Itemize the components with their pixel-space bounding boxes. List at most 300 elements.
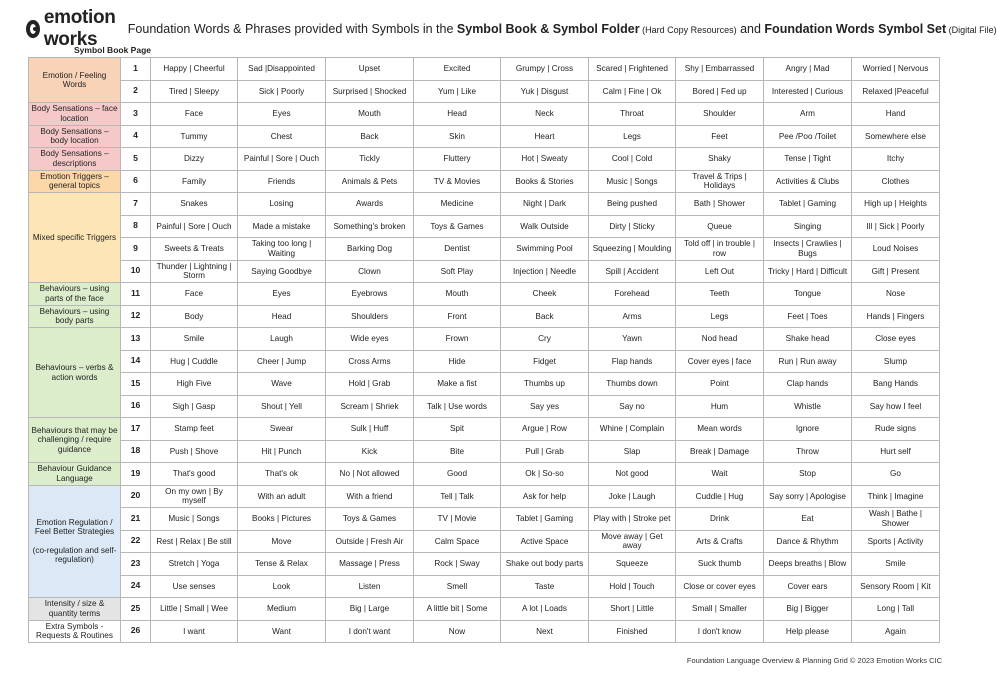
- word-cell: Wash | Bathe | Shower: [852, 508, 940, 531]
- word-cell: Stretch | Yoga: [151, 553, 238, 576]
- category-label: Emotion / Feeling Words: [29, 58, 121, 103]
- table-row: [29, 170, 940, 193]
- page-number: 18: [121, 440, 151, 463]
- word-cell: Hide: [414, 350, 501, 373]
- table-row: [29, 260, 940, 283]
- gear-logo-icon: [26, 20, 40, 38]
- word-cell: Excited: [414, 58, 501, 81]
- word-cell: Thumbs down: [589, 373, 676, 396]
- word-cell: Losing: [238, 193, 326, 216]
- word-cell: Forehead: [589, 283, 676, 306]
- word-cell: Move away | Get away: [589, 530, 676, 553]
- title-part: Foundation Words Symbol Set: [764, 22, 947, 36]
- page-number: 11: [121, 283, 151, 306]
- word-cell: Sick | Poorly: [238, 80, 326, 103]
- page-number: 4: [121, 125, 151, 148]
- word-cell: Tongue: [764, 283, 852, 306]
- table-row: [29, 598, 940, 621]
- table-row: [29, 193, 940, 216]
- word-cell: Interested | Curious: [764, 80, 852, 103]
- table-row: [29, 395, 940, 418]
- word-cell: Nod head: [676, 328, 764, 351]
- table-row: [29, 125, 940, 148]
- page-number: 13: [121, 328, 151, 351]
- word-cell: Close eyes: [852, 328, 940, 351]
- word-cell: Stop: [764, 463, 852, 486]
- word-cell: Listen: [326, 575, 414, 598]
- page-number: 25: [121, 598, 151, 621]
- word-cell: Activities & Clubs: [764, 170, 852, 193]
- word-cell: Move: [238, 530, 326, 553]
- category-label: Mixed specific Triggers: [29, 193, 121, 283]
- word-cell: Cuddle | Hug: [676, 485, 764, 508]
- table-row: [29, 620, 940, 643]
- word-cell: Say sorry | Apologise: [764, 485, 852, 508]
- page-number: 15: [121, 373, 151, 396]
- word-cell: Throw: [764, 440, 852, 463]
- page-number: 3: [121, 103, 151, 126]
- table-row: [29, 440, 940, 463]
- word-cell: Insects | Crawlies | Bugs: [764, 238, 852, 261]
- table-row: [29, 530, 940, 553]
- word-cell: Wave: [238, 373, 326, 396]
- page-number: 12: [121, 305, 151, 328]
- word-cell: Gift | Present: [852, 260, 940, 283]
- word-cell: Kick: [326, 440, 414, 463]
- page-number: 8: [121, 215, 151, 238]
- title-part: (Hard Copy Resources): [639, 25, 737, 35]
- page-number: 19: [121, 463, 151, 486]
- word-cell: Queue: [676, 215, 764, 238]
- word-cell: Think | Imagine: [852, 485, 940, 508]
- word-cell: Scream | Shriek: [326, 395, 414, 418]
- word-cell: Rest | Relax | Be still: [151, 530, 238, 553]
- word-cell: Little | Small | Wee: [151, 598, 238, 621]
- word-cell: Dance & Rhythm: [764, 530, 852, 553]
- word-cell: TV & Movies: [414, 170, 501, 193]
- word-cell: Want: [238, 620, 326, 643]
- word-cell: Toys & Games: [326, 508, 414, 531]
- word-cell: Night | Dark: [501, 193, 589, 216]
- word-cell: Yum | Like: [414, 80, 501, 103]
- word-cell: Skin: [414, 125, 501, 148]
- table-row: [29, 373, 940, 396]
- word-cell: Say how I feel: [852, 395, 940, 418]
- word-cell: Legs: [676, 305, 764, 328]
- word-cell: Feet: [676, 125, 764, 148]
- category-label: Behaviour Guidance Language: [29, 463, 121, 486]
- word-cell: Dentist: [414, 238, 501, 261]
- word-cell: Smile: [151, 328, 238, 351]
- page-number: 17: [121, 418, 151, 441]
- word-cell: Smile: [852, 553, 940, 576]
- word-cell: Go: [852, 463, 940, 486]
- word-cell: Eyes: [238, 283, 326, 306]
- logo-text: emotion works: [43, 7, 116, 50]
- word-cell: Eat: [764, 508, 852, 531]
- word-cell: Walk Outside: [501, 215, 589, 238]
- word-cell: Point: [676, 373, 764, 396]
- word-cell: Good: [414, 463, 501, 486]
- word-cell: Hurt self: [852, 440, 940, 463]
- word-cell: Finished: [589, 620, 676, 643]
- word-cell: Thunder | Lightning | Storm: [151, 260, 238, 283]
- word-cell: Cover ears: [764, 575, 852, 598]
- word-cell: Stamp feet: [151, 418, 238, 441]
- word-cell: Fluttery: [414, 148, 501, 171]
- word-cell: Tickly: [326, 148, 414, 171]
- word-cell: Worried | Nervous: [852, 58, 940, 81]
- word-cell: Eyes: [238, 103, 326, 126]
- word-cell: Sad |Disappointed: [238, 58, 326, 81]
- word-cell: Front: [414, 305, 501, 328]
- word-cell: Shoulder: [676, 103, 764, 126]
- word-cell: Arts & Crafts: [676, 530, 764, 553]
- word-cell: Legs: [589, 125, 676, 148]
- word-cell: Animals & Pets: [326, 170, 414, 193]
- word-cell: Mean words: [676, 418, 764, 441]
- word-cell: Now: [414, 620, 501, 643]
- page-number: 22: [121, 530, 151, 553]
- word-cell: Deeps breaths | Blow: [764, 553, 852, 576]
- word-cell: Travel & Trips | Holidays: [676, 170, 764, 193]
- category-label: Behaviours that may be challenging / require guidance: [29, 418, 121, 463]
- word-cell: Look: [238, 575, 326, 598]
- word-cell: Active Space: [501, 530, 589, 553]
- word-cell: Grumpy | Cross: [501, 58, 589, 81]
- word-cell: Face: [151, 283, 238, 306]
- word-cell: Chest: [238, 125, 326, 148]
- word-cell: Long | Tall: [852, 598, 940, 621]
- word-cell: Wait: [676, 463, 764, 486]
- word-cell: Mouth: [326, 103, 414, 126]
- page-number: 2: [121, 80, 151, 103]
- word-cell: Medium: [238, 598, 326, 621]
- page-number: 5: [121, 148, 151, 171]
- word-cell: Bite: [414, 440, 501, 463]
- word-cell: Laugh: [238, 328, 326, 351]
- word-cell: Arms: [589, 305, 676, 328]
- table-row: [29, 463, 940, 486]
- word-cell: I don't want: [326, 620, 414, 643]
- word-cell: Music | Songs: [151, 508, 238, 531]
- word-cell: Shy | Embarrassed: [676, 58, 764, 81]
- word-cell: Loud Noises: [852, 238, 940, 261]
- page-number: 23: [121, 553, 151, 576]
- word-cell: Push | Shove: [151, 440, 238, 463]
- word-cell: Cool | Cold: [589, 148, 676, 171]
- word-cell: Make a fist: [414, 373, 501, 396]
- page-number: 20: [121, 485, 151, 508]
- word-cell: Somewhere else: [852, 125, 940, 148]
- word-cell: Use senses: [151, 575, 238, 598]
- word-cell: With a friend: [326, 485, 414, 508]
- word-cell: Ok | So-so: [501, 463, 589, 486]
- word-cell: Hug | Cuddle: [151, 350, 238, 373]
- category-label: Body Sensations – face location: [29, 103, 121, 126]
- word-cell: Cross Arms: [326, 350, 414, 373]
- word-cell: Body: [151, 305, 238, 328]
- word-cell: Back: [326, 125, 414, 148]
- word-cell: Soft Play: [414, 260, 501, 283]
- word-cell: Yuk | Disgust: [501, 80, 589, 103]
- word-cell: Books | Pictures: [238, 508, 326, 531]
- word-cell: Made a mistake: [238, 215, 326, 238]
- word-cell: Squeeze: [589, 553, 676, 576]
- word-cell: I don't know: [676, 620, 764, 643]
- word-cell: Awards: [326, 193, 414, 216]
- page-number: 9: [121, 238, 151, 261]
- page-number: 26: [121, 620, 151, 643]
- word-cell: Drink: [676, 508, 764, 531]
- table-row: [29, 103, 940, 126]
- word-cell: Outside | Fresh Air: [326, 530, 414, 553]
- page-number: 16: [121, 395, 151, 418]
- word-cell: No | Not allowed: [326, 463, 414, 486]
- word-cell: Painful | Sore | Ouch: [238, 148, 326, 171]
- page-number: 10: [121, 260, 151, 283]
- word-cell: Sulk | Huff: [326, 418, 414, 441]
- word-cell: Dirty | Sticky: [589, 215, 676, 238]
- word-cell: Next: [501, 620, 589, 643]
- table-row: [29, 418, 940, 441]
- word-cell: Smell: [414, 575, 501, 598]
- word-cell: Hum: [676, 395, 764, 418]
- category-label: Intensity / size & quantity terms: [29, 598, 121, 621]
- word-cell: Small | Smaller: [676, 598, 764, 621]
- word-cell: Hands | Fingers: [852, 305, 940, 328]
- word-cell: Tablet | Gaming: [764, 193, 852, 216]
- word-cell: Hold | Touch: [589, 575, 676, 598]
- table-row: [29, 80, 940, 103]
- word-cell: Barking Dog: [326, 238, 414, 261]
- word-cell: A lot | Loads: [501, 598, 589, 621]
- word-cell: Whistle: [764, 395, 852, 418]
- word-cell: Close or cover eyes: [676, 575, 764, 598]
- word-cell: High up | Heights: [852, 193, 940, 216]
- word-cell: Feet | Toes: [764, 305, 852, 328]
- word-cell: Help please: [764, 620, 852, 643]
- word-cell: Spill | Accident: [589, 260, 676, 283]
- word-cell: Rude signs: [852, 418, 940, 441]
- word-cell: Angry | Mad: [764, 58, 852, 81]
- word-cell: Spit: [414, 418, 501, 441]
- word-cell: Pull | Grab: [501, 440, 589, 463]
- title-part: Symbol Book & Symbol Folder: [456, 22, 640, 36]
- word-cell: Clown: [326, 260, 414, 283]
- word-cell: Not good: [589, 463, 676, 486]
- word-cell: Taste: [501, 575, 589, 598]
- word-cell: Squeezing | Moulding: [589, 238, 676, 261]
- word-cell: Hand: [852, 103, 940, 126]
- word-cell: Tablet | Gaming: [501, 508, 589, 531]
- word-cell: Being pushed: [589, 193, 676, 216]
- page-number: 24: [121, 575, 151, 598]
- word-cell: High Five: [151, 373, 238, 396]
- footer-copyright: Foundation Language Overview & Planning Grid © 2023 Emotion Works CIC: [686, 656, 942, 665]
- word-cell: Say no: [589, 395, 676, 418]
- table-row: [29, 328, 940, 351]
- word-cell: I want: [151, 620, 238, 643]
- word-cell: Cheer | Jump: [238, 350, 326, 373]
- word-cell: Calm Space: [414, 530, 501, 553]
- word-cell: Upset: [326, 58, 414, 81]
- word-cell: Short | Little: [589, 598, 676, 621]
- word-cell: Taking too long | Waiting: [238, 238, 326, 261]
- category-label: Body Sensations – body location: [29, 125, 121, 148]
- table-row: [29, 238, 940, 261]
- word-cell: Family: [151, 170, 238, 193]
- category-label: Behaviours – using parts of the face: [29, 283, 121, 306]
- word-cell: Sweets & Treats: [151, 238, 238, 261]
- word-cell: Shake out body parts: [501, 553, 589, 576]
- word-cell: Pee /Poo /Toilet: [764, 125, 852, 148]
- word-cell: That's good: [151, 463, 238, 486]
- word-cell: Throat: [589, 103, 676, 126]
- word-cell: On my own | By myself: [151, 485, 238, 508]
- word-cell: Tired | Sleepy: [151, 80, 238, 103]
- word-cell: Saying Goodbye: [238, 260, 326, 283]
- title-part: and: [736, 22, 765, 36]
- word-cell: Play with | Stroke pet: [589, 508, 676, 531]
- table-row: [29, 508, 940, 531]
- word-cell: Tense | Tight: [764, 148, 852, 171]
- category-label: Behaviours – verbs & action words: [29, 328, 121, 418]
- category-label: Emotion Triggers – general topics: [29, 170, 121, 193]
- word-cell: Snakes: [151, 193, 238, 216]
- word-cell: Slump: [852, 350, 940, 373]
- word-cell: Dizzy: [151, 148, 238, 171]
- word-cell: Relaxed |Peaceful: [852, 80, 940, 103]
- word-cell: Painful | Sore | Ouch: [151, 215, 238, 238]
- word-cell: Wide eyes: [326, 328, 414, 351]
- word-cell: With an adult: [238, 485, 326, 508]
- table-row: [29, 305, 940, 328]
- title-part: Foundation Words & Phrases provided with Symbols in the: [127, 22, 457, 36]
- word-cell: Mouth: [414, 283, 501, 306]
- page-number: 14: [121, 350, 151, 373]
- word-cell: Clap hands: [764, 373, 852, 396]
- word-cell: Tense & Relax: [238, 553, 326, 576]
- word-cell: Clothes: [852, 170, 940, 193]
- word-cell: Happy | Cheerful: [151, 58, 238, 81]
- word-cell: Heart: [501, 125, 589, 148]
- table-row: [29, 553, 940, 576]
- word-cell: Big | Large: [326, 598, 414, 621]
- word-cell: Yawn: [589, 328, 676, 351]
- table-row: [29, 350, 940, 373]
- page-number: 6: [121, 170, 151, 193]
- word-cell: Bang Hands: [852, 373, 940, 396]
- word-cell: Talk | Use words: [414, 395, 501, 418]
- table-row: [29, 215, 940, 238]
- word-cell: Massage | Press: [326, 553, 414, 576]
- word-cell: Tricky | Hard | Difficult: [764, 260, 852, 283]
- page-title: [128, 22, 997, 36]
- word-cell: Ill | Sick | Poorly: [852, 215, 940, 238]
- word-cell: Neck: [501, 103, 589, 126]
- word-cell: Told off | in trouble | row: [676, 238, 764, 261]
- word-cell: Cheek: [501, 283, 589, 306]
- word-cell: Shoulders: [326, 305, 414, 328]
- word-cell: Swear: [238, 418, 326, 441]
- word-cell: Itchy: [852, 148, 940, 171]
- word-cell: Back: [501, 305, 589, 328]
- word-cell: Argue | Row: [501, 418, 589, 441]
- word-cell: Suck thumb: [676, 553, 764, 576]
- word-cell: Head: [414, 103, 501, 126]
- word-cell: Injection | Needle: [501, 260, 589, 283]
- word-cell: Friends: [238, 170, 326, 193]
- word-cell: Head: [238, 305, 326, 328]
- word-cell: Scared | Frightened: [589, 58, 676, 81]
- word-cell: Sensory Room | Kit: [852, 575, 940, 598]
- word-cell: Tummy: [151, 125, 238, 148]
- category-label: Extra Symbols - Requests & Routines: [29, 620, 121, 643]
- word-cell: Ignore: [764, 418, 852, 441]
- word-cell: Sigh | Gasp: [151, 395, 238, 418]
- word-cell: Surprised | Shocked: [326, 80, 414, 103]
- word-cell: Big | Bigger: [764, 598, 852, 621]
- foundation-words-grid: [28, 57, 940, 643]
- word-cell: Say yes: [501, 395, 589, 418]
- word-cell: Swimming Pool: [501, 238, 589, 261]
- word-cell: Bath | Shower: [676, 193, 764, 216]
- category-label: Emotion Regulation / Feel Better Strategies (co-regulation and self-regulation): [29, 485, 121, 598]
- word-cell: Run | Run away: [764, 350, 852, 373]
- word-cell: Bored | Fed up: [676, 80, 764, 103]
- page-number: 21: [121, 508, 151, 531]
- category-label: Behaviours – using body parts: [29, 305, 121, 328]
- word-cell: Calm | Fine | Ok: [589, 80, 676, 103]
- table-row: [29, 575, 940, 598]
- word-cell: Joke | Laugh: [589, 485, 676, 508]
- word-cell: Hot | Sweaty: [501, 148, 589, 171]
- word-cell: Teeth: [676, 283, 764, 306]
- word-cell: Tell | Talk: [414, 485, 501, 508]
- word-cell: Shout | Yell: [238, 395, 326, 418]
- word-cell: Ask for help: [501, 485, 589, 508]
- word-cell: Frown: [414, 328, 501, 351]
- category-label: Body Sensations – descriptions: [29, 148, 121, 171]
- table-row: [29, 485, 940, 508]
- word-cell: Singing: [764, 215, 852, 238]
- word-cell: Music | Songs: [589, 170, 676, 193]
- word-cell: Eyebrows: [326, 283, 414, 306]
- word-cell: Shaky: [676, 148, 764, 171]
- word-cell: Toys & Games: [414, 215, 501, 238]
- word-cell: Hold | Grab: [326, 373, 414, 396]
- title-part: (Digital File): [946, 25, 997, 35]
- word-cell: Thumbs up: [501, 373, 589, 396]
- word-cell: Again: [852, 620, 940, 643]
- word-cell: Face: [151, 103, 238, 126]
- word-cell: Whine | Complain: [589, 418, 676, 441]
- word-cell: Sports | Activity: [852, 530, 940, 553]
- word-cell: Arm: [764, 103, 852, 126]
- page-number: 1: [121, 58, 151, 81]
- word-cell: TV | Movie: [414, 508, 501, 531]
- word-cell: Something's broken: [326, 215, 414, 238]
- word-cell: A little bit | Some: [414, 598, 501, 621]
- word-cell: Hit | Punch: [238, 440, 326, 463]
- word-cell: Books & Stories: [501, 170, 589, 193]
- table-row: [29, 58, 940, 81]
- word-cell: That's ok: [238, 463, 326, 486]
- word-cell: Left Out: [676, 260, 764, 283]
- symbol-book-page-label: Symbol Book Page: [74, 45, 151, 55]
- table-row: [29, 283, 940, 306]
